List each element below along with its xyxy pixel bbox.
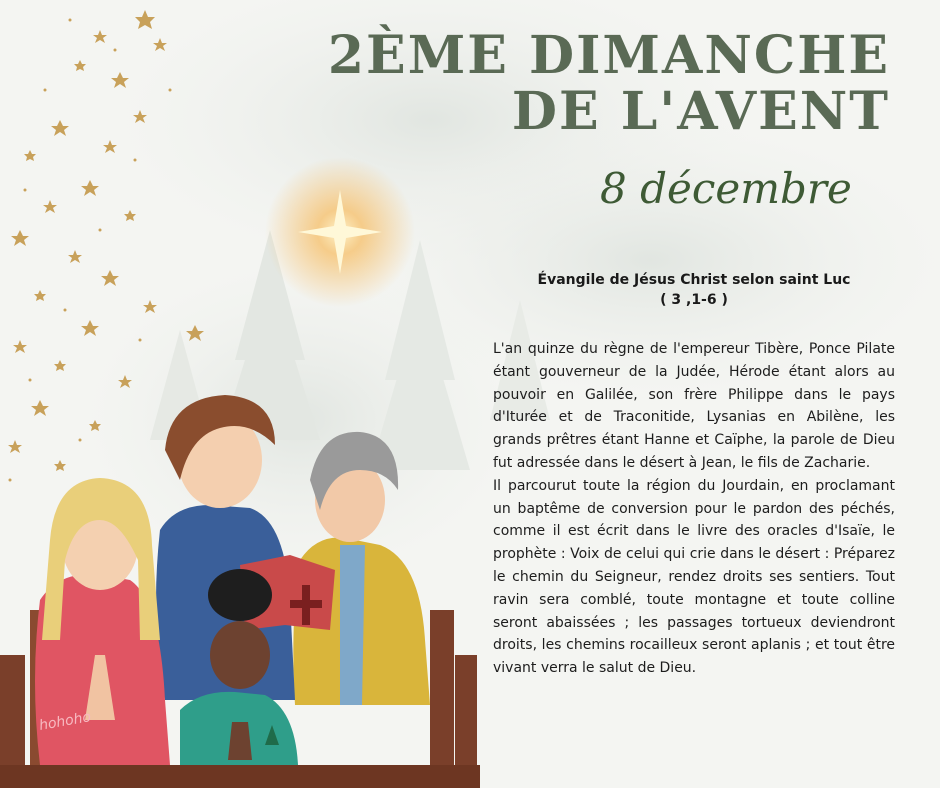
page-title-line-2: DE L'AVENT bbox=[511, 81, 890, 142]
gospel-reference: ( 3 ,1-6 ) bbox=[660, 292, 728, 308]
page-title-line-1: 2ÈME DIMANCHE bbox=[327, 25, 890, 86]
gospel-title: Évangile de Jésus Christ selon saint Luc bbox=[537, 272, 851, 288]
gospel-text bbox=[493, 338, 895, 680]
gospel-paragraph: L'an quinze du règne de l'empereur Tibère, Ponce Pilate étant gouverneur de la Judée, Hérode étant alors au pouvoir en Galilée, son frère Philippe dans le pays d'Iturée et de Traconitide, Lysanias en Abilène, les grands prêtres étant Hanne et Caïphe, la parole de Dieu fut adressée dans le désert à Jean, le fils de Zacharie. bbox=[493, 341, 895, 471]
sweater-lettering: hohoho bbox=[37, 709, 93, 734]
date-label: 8 décembre bbox=[600, 164, 852, 213]
glowing-star-icon bbox=[265, 157, 415, 307]
gospel-paragraph: Il parcourut toute la région du Jourdain, en proclamant un baptême de conversion pour le pardon des péchés, comme il est écrit dans le livre des oracles d'Isaïe, le prophète : Voix de celui qui crie dans le désert : Préparez le chemin du Seigneur, rendez droits ses sentiers. Tout ravin sera comblé, toute montagne et toute colline seront abaissées ; les passages tortueux deviendront droits, les chemins rocailleux seront aplanis ; et tout être vivant verra le salut de Dieu. bbox=[493, 477, 895, 677]
